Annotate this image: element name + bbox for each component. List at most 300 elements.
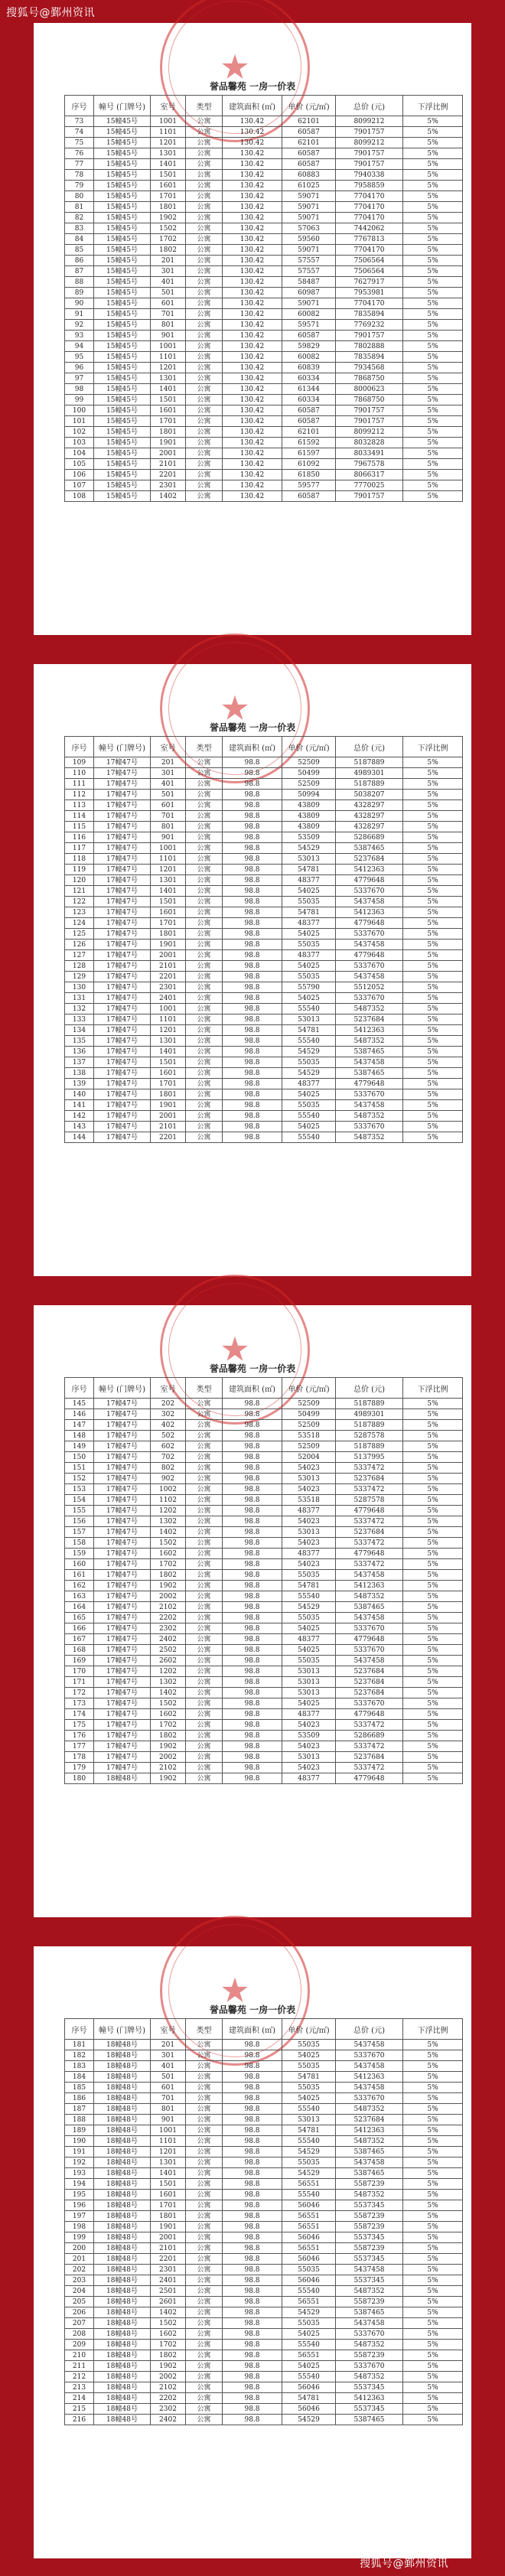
table-cell: 1801: [151, 929, 186, 940]
table-row: [65, 341, 463, 352]
table-cell: 17幢47号: [94, 1079, 151, 1089]
table-cell: 公寓: [186, 1591, 223, 1602]
table-cell: 60883: [282, 170, 336, 181]
table-cell: 1202: [151, 1506, 186, 1516]
table-cell: 178: [65, 1752, 94, 1763]
table-cell: 公寓: [186, 2200, 223, 2211]
table-cell: 54025: [282, 886, 336, 897]
table-cell: 公寓: [186, 1731, 223, 1741]
table-cell: 5%: [403, 1591, 463, 1602]
table-cell: 5%: [403, 1656, 463, 1666]
table-cell: 5%: [403, 790, 463, 800]
table-cell: 98.8: [223, 1506, 282, 1516]
table-row: [65, 213, 463, 223]
table-cell: 2301: [151, 2265, 186, 2275]
table-cell: 5437458: [336, 2318, 403, 2329]
table-cell: 公寓: [186, 1420, 223, 1431]
table-cell: 202: [151, 1399, 186, 1409]
table-row: [65, 1025, 463, 1036]
table-cell: 1201: [151, 1025, 186, 1036]
table-cell: 5487352: [336, 1036, 403, 1047]
table-cell: 121: [65, 886, 94, 897]
table-cell: 5%: [403, 234, 463, 245]
table-cell: 2002: [151, 2372, 186, 2382]
table-cell: 1501: [151, 1057, 186, 1068]
table-cell: 165: [65, 1613, 94, 1623]
table-cell: 5%: [403, 1068, 463, 1079]
table-cell: 98.8: [223, 1602, 282, 1613]
table-cell: 60587: [282, 159, 336, 170]
table-cell: 98.8: [223, 1656, 282, 1666]
table-cell: 5%: [403, 341, 463, 352]
table-cell: 130.42: [223, 277, 282, 288]
table-cell: 公寓: [186, 470, 223, 480]
table-row: [65, 2093, 463, 2104]
table-cell: 公寓: [186, 202, 223, 213]
table-cell: 公寓: [186, 2340, 223, 2350]
price-table: [64, 1377, 463, 1784]
table-cell: 17幢47号: [94, 1720, 151, 1731]
table-row: [65, 1581, 463, 1591]
table-row: [65, 1111, 463, 1122]
table-cell: 117: [65, 843, 94, 854]
table-cell: 17幢47号: [94, 1645, 151, 1656]
table-cell: 5%: [403, 1495, 463, 1506]
table-cell: 5%: [403, 993, 463, 1004]
table-cell: 5%: [403, 256, 463, 266]
table-cell: 18幢48号: [94, 2222, 151, 2232]
table-cell: 56046: [282, 2382, 336, 2393]
table-cell: 1801: [151, 427, 186, 438]
table-cell: 17幢47号: [94, 822, 151, 832]
table-cell: 17幢47号: [94, 1452, 151, 1463]
table-cell: 56551: [282, 2297, 336, 2307]
table-row: [65, 2083, 463, 2093]
table-cell: 98.8: [223, 822, 282, 832]
table-row: [65, 2243, 463, 2254]
table-cell: 54023: [282, 1741, 336, 1752]
table-cell: 18幢48号: [94, 2350, 151, 2361]
table-cell: 60587: [282, 491, 336, 502]
table-cell: 54023: [282, 1538, 336, 1549]
table-cell: 147: [65, 1420, 94, 1431]
table-cell: 130.42: [223, 416, 282, 427]
table-cell: 60587: [282, 416, 336, 427]
table-cell: 17幢47号: [94, 1100, 151, 1111]
table-cell: 98.8: [223, 2307, 282, 2318]
table-cell: 54025: [282, 1623, 336, 1634]
table-cell: 138: [65, 1068, 94, 1079]
table-cell: 79: [65, 181, 94, 191]
table-cell: 5237684: [336, 1666, 403, 1677]
table-cell: 5%: [403, 2158, 463, 2168]
table-row: [65, 822, 463, 832]
table-cell: 7901757: [336, 148, 403, 159]
table-cell: 116: [65, 832, 94, 843]
table-cell: 5%: [403, 1047, 463, 1057]
table-cell: 110: [65, 768, 94, 779]
table-cell: 1201: [151, 2147, 186, 2158]
table-cell: 15幢45号: [94, 213, 151, 223]
table-cell: 17幢47号: [94, 1613, 151, 1623]
table-cell: 5337670: [336, 1698, 403, 1709]
table-cell: 98.8: [223, 2104, 282, 2115]
table-cell: 4328297: [336, 811, 403, 822]
table-cell: 公寓: [186, 2168, 223, 2179]
table-row: [65, 170, 463, 181]
table-cell: 98.8: [223, 1581, 282, 1591]
table-cell: 7934568: [336, 363, 403, 373]
table-cell: 179: [65, 1763, 94, 1773]
table-cell: 61597: [282, 448, 336, 459]
table-cell: 1701: [151, 416, 186, 427]
table-cell: 55035: [282, 940, 336, 950]
table-cell: 2501: [151, 2286, 186, 2297]
table-row: [65, 266, 463, 277]
table-cell: 4989301: [336, 1409, 403, 1420]
table-cell: 17幢47号: [94, 1731, 151, 1741]
table-row: [65, 811, 463, 822]
table-cell: 公寓: [186, 1741, 223, 1752]
table-row: [65, 993, 463, 1004]
table-cell: 98.8: [223, 1677, 282, 1688]
table-cell: 公寓: [186, 2329, 223, 2340]
table-cell: 7901757: [336, 491, 403, 502]
table-cell: 18幢48号: [94, 2361, 151, 2372]
table-cell: 公寓: [186, 832, 223, 843]
table-row: [65, 1763, 463, 1773]
table-cell: 1101: [151, 2136, 186, 2147]
table-cell: 1101: [151, 127, 186, 138]
table-cell: 169: [65, 1656, 94, 1666]
table-cell: 5%: [403, 2104, 463, 2115]
table-cell: 98.8: [223, 1623, 282, 1634]
table-cell: 4779648: [336, 1709, 403, 1720]
table-cell: 5412363: [336, 2072, 403, 2083]
table-cell: 4779648: [336, 1773, 403, 1784]
table-cell: 55035: [282, 2083, 336, 2093]
table-cell: 公寓: [186, 181, 223, 191]
table-cell: 5%: [403, 384, 463, 395]
table-row: [65, 2318, 463, 2329]
table-cell: 52509: [282, 1399, 336, 1409]
table-cell: 901: [151, 2115, 186, 2125]
table-cell: 2002: [151, 1591, 186, 1602]
table-cell: 1402: [151, 491, 186, 502]
table-cell: 48377: [282, 1773, 336, 1784]
table-cell: 139: [65, 1079, 94, 1089]
table-cell: 5187889: [336, 757, 403, 768]
table-cell: 5%: [403, 277, 463, 288]
table-cell: 85: [65, 245, 94, 256]
table-cell: 50499: [282, 1409, 336, 1420]
table-cell: 5587239: [336, 2297, 403, 2307]
table-cell: 107: [65, 480, 94, 491]
table-cell: 17幢47号: [94, 865, 151, 875]
table-cell: 7901757: [336, 405, 403, 416]
table-cell: 5337472: [336, 1720, 403, 1731]
table-cell: 59071: [282, 245, 336, 256]
table-cell: 55540: [282, 1004, 336, 1014]
table-cell: 5437458: [336, 2040, 403, 2050]
table-cell: 56551: [282, 2243, 336, 2254]
column-header: 下浮比例: [403, 2019, 463, 2040]
table-cell: 15幢45号: [94, 181, 151, 191]
table-cell: 98.8: [223, 1570, 282, 1581]
table-cell: 公寓: [186, 2061, 223, 2072]
table-cell: 54025: [282, 929, 336, 940]
table-cell: 5337670: [336, 2361, 403, 2372]
table-cell: 73: [65, 116, 94, 127]
table-cell: 公寓: [186, 1068, 223, 1079]
table-row: [65, 961, 463, 972]
table-cell: 1902: [151, 1773, 186, 1784]
table-cell: 59571: [282, 320, 336, 331]
table-cell: 17幢47号: [94, 1111, 151, 1122]
table-row: [65, 373, 463, 384]
table-cell: 56046: [282, 2232, 336, 2243]
table-cell: 54529: [282, 2307, 336, 2318]
table-header-row: [65, 2019, 463, 2040]
table-cell: 1502: [151, 223, 186, 234]
table-cell: 5%: [403, 982, 463, 993]
table-cell: 302: [151, 1409, 186, 1420]
table-cell: 55540: [282, 2286, 336, 2297]
table-cell: 5%: [403, 266, 463, 277]
table-cell: 2401: [151, 993, 186, 1004]
table-cell: 5%: [403, 1731, 463, 1741]
table-row: [65, 245, 463, 256]
table-cell: 15幢45号: [94, 256, 151, 266]
table-cell: 59071: [282, 213, 336, 223]
table-cell: 189: [65, 2125, 94, 2136]
table-cell: 53013: [282, 1752, 336, 1763]
table-cell: 96: [65, 363, 94, 373]
table-cell: 99: [65, 395, 94, 405]
table-cell: 194: [65, 2179, 94, 2190]
table-cell: 204: [65, 2286, 94, 2297]
table-cell: 5237684: [336, 1474, 403, 1484]
table-cell: 18幢48号: [94, 2243, 151, 2254]
table-cell: 59829: [282, 341, 336, 352]
table-cell: 130.42: [223, 266, 282, 277]
column-header: 室号: [151, 2019, 186, 2040]
table-row: [65, 832, 463, 843]
table-cell: 60334: [282, 373, 336, 384]
table-cell: 5387465: [336, 1602, 403, 1613]
table-cell: 1802: [151, 1731, 186, 1741]
column-header: 单价 (元/㎡): [282, 1378, 336, 1399]
table-cell: 5%: [403, 1122, 463, 1132]
table-cell: 5%: [403, 2361, 463, 2372]
table-cell: 5%: [403, 875, 463, 886]
table-cell: 54025: [282, 2050, 336, 2061]
table-cell: 5%: [403, 352, 463, 363]
table-cell: 60334: [282, 395, 336, 405]
table-cell: 15幢45号: [94, 159, 151, 170]
table-cell: 98.8: [223, 1591, 282, 1602]
table-cell: 2302: [151, 2404, 186, 2415]
table-cell: 1101: [151, 352, 186, 363]
table-cell: 54529: [282, 2147, 336, 2158]
table-cell: 188: [65, 2115, 94, 2125]
table-cell: 18幢48号: [94, 2168, 151, 2179]
table-cell: 5337670: [336, 886, 403, 897]
table-cell: 2201: [151, 470, 186, 480]
table-cell: 1001: [151, 2125, 186, 2136]
table-cell: 98.8: [223, 2222, 282, 2232]
table-cell: 43809: [282, 800, 336, 811]
table-cell: 公寓: [186, 309, 223, 320]
table-cell: 公寓: [186, 2232, 223, 2243]
table-cell: 5%: [403, 2040, 463, 2050]
table-cell: 1401: [151, 2168, 186, 2179]
table-cell: 5%: [403, 1773, 463, 1784]
table-cell: 5%: [403, 1709, 463, 1720]
table-cell: 18幢48号: [94, 2125, 151, 2136]
table-cell: 91: [65, 309, 94, 320]
table-cell: 17幢47号: [94, 1495, 151, 1506]
table-cell: 7901757: [336, 416, 403, 427]
table-cell: 58487: [282, 277, 336, 288]
table-cell: 5%: [403, 2382, 463, 2393]
table-cell: 8032828: [336, 438, 403, 448]
table-cell: 55035: [282, 1100, 336, 1111]
table-cell: 7967578: [336, 459, 403, 470]
table-cell: 87: [65, 266, 94, 277]
table-cell: 5337670: [336, 929, 403, 940]
table-row: [65, 1527, 463, 1538]
table-cell: 2201: [151, 2254, 186, 2265]
table-cell: 83: [65, 223, 94, 234]
table-row: [65, 2050, 463, 2061]
table-cell: 1502: [151, 1698, 186, 1709]
table-cell: 公寓: [186, 1677, 223, 1688]
table-cell: 7835894: [336, 309, 403, 320]
table-cell: 17幢47号: [94, 1602, 151, 1613]
table-cell: 48377: [282, 918, 336, 929]
table-row: [65, 1602, 463, 1613]
table-cell: 55540: [282, 1111, 336, 1122]
table-cell: 97: [65, 373, 94, 384]
table-row: [65, 1441, 463, 1452]
table-cell: 5%: [403, 2232, 463, 2243]
table-cell: 公寓: [186, 373, 223, 384]
table-cell: 公寓: [186, 2158, 223, 2168]
table-cell: 5337670: [336, 2329, 403, 2340]
table-row: [65, 929, 463, 940]
table-cell: 5187889: [336, 1399, 403, 1409]
table-row: [65, 2232, 463, 2243]
table-row: [65, 950, 463, 961]
table-cell: 1102: [151, 1495, 186, 1506]
table-cell: 402: [151, 1420, 186, 1431]
table-cell: 98.8: [223, 2340, 282, 2350]
table-row: [65, 2415, 463, 2425]
table-cell: 公寓: [186, 1559, 223, 1570]
table-cell: 134: [65, 1025, 94, 1036]
table-cell: 145: [65, 1399, 94, 1409]
table-cell: 98.8: [223, 918, 282, 929]
table-cell: 公寓: [186, 897, 223, 907]
table-cell: 公寓: [186, 331, 223, 341]
table-cell: 98.8: [223, 843, 282, 854]
table-cell: 1802: [151, 245, 186, 256]
table-cell: 5%: [403, 1559, 463, 1570]
table-cell: 182: [65, 2050, 94, 2061]
table-cell: 5%: [403, 1549, 463, 1559]
table-cell: 1902: [151, 2361, 186, 2372]
column-header: 序号: [65, 737, 94, 757]
table-row: [65, 1036, 463, 1047]
table-cell: 48377: [282, 1079, 336, 1089]
table-cell: 公寓: [186, 865, 223, 875]
table-cell: 602: [151, 1441, 186, 1452]
table-cell: 203: [65, 2275, 94, 2286]
table-cell: 98.8: [223, 1111, 282, 1122]
table-cell: 公寓: [186, 950, 223, 961]
table-cell: 1901: [151, 940, 186, 950]
table-row: [65, 127, 463, 138]
table-cell: 5%: [403, 1100, 463, 1111]
table-cell: 54781: [282, 1025, 336, 1036]
table-row: [65, 779, 463, 790]
table-cell: 5%: [403, 2050, 463, 2061]
table-cell: 1601: [151, 1068, 186, 1079]
table-cell: 5%: [403, 1527, 463, 1538]
table-cell: 54023: [282, 1720, 336, 1731]
table-cell: 公寓: [186, 2297, 223, 2307]
table-cell: 15幢45号: [94, 395, 151, 405]
table-cell: 98.8: [223, 1122, 282, 1132]
table-cell: 98.8: [223, 2050, 282, 2061]
table-cell: 5%: [403, 768, 463, 779]
table-cell: 1401: [151, 1047, 186, 1057]
table-cell: 17幢47号: [94, 929, 151, 940]
table-cell: 公寓: [186, 148, 223, 159]
table-cell: 17幢47号: [94, 790, 151, 800]
table-cell: 17幢47号: [94, 982, 151, 993]
table-cell: 98.8: [223, 2232, 282, 2243]
table-row: [65, 2222, 463, 2232]
table-cell: 130.42: [223, 480, 282, 491]
table-cell: 公寓: [186, 2136, 223, 2147]
table-cell: 401: [151, 779, 186, 790]
table-cell: 公寓: [186, 127, 223, 138]
table-cell: 5%: [403, 309, 463, 320]
table-cell: 公寓: [186, 363, 223, 373]
table-cell: 48377: [282, 1709, 336, 1720]
table-cell: 公寓: [186, 1720, 223, 1731]
table-row: [65, 1420, 463, 1431]
table-cell: 4989301: [336, 768, 403, 779]
table-row: [65, 1399, 463, 1409]
table-cell: 17幢47号: [94, 1516, 151, 1527]
seal-star-icon: ★: [220, 689, 250, 728]
table-cell: 130: [65, 982, 94, 993]
table-cell: 公寓: [186, 2072, 223, 2083]
table-cell: 5387465: [336, 2415, 403, 2425]
table-cell: 公寓: [186, 2415, 223, 2425]
table-cell: 5%: [403, 961, 463, 972]
table-row: [65, 405, 463, 416]
table-cell: 98.8: [223, 1688, 282, 1698]
table-cell: 17幢47号: [94, 1538, 151, 1549]
table-row: [65, 2404, 463, 2415]
table-cell: 98.8: [223, 972, 282, 982]
table-cell: 60587: [282, 148, 336, 159]
table-cell: 175: [65, 1720, 94, 1731]
